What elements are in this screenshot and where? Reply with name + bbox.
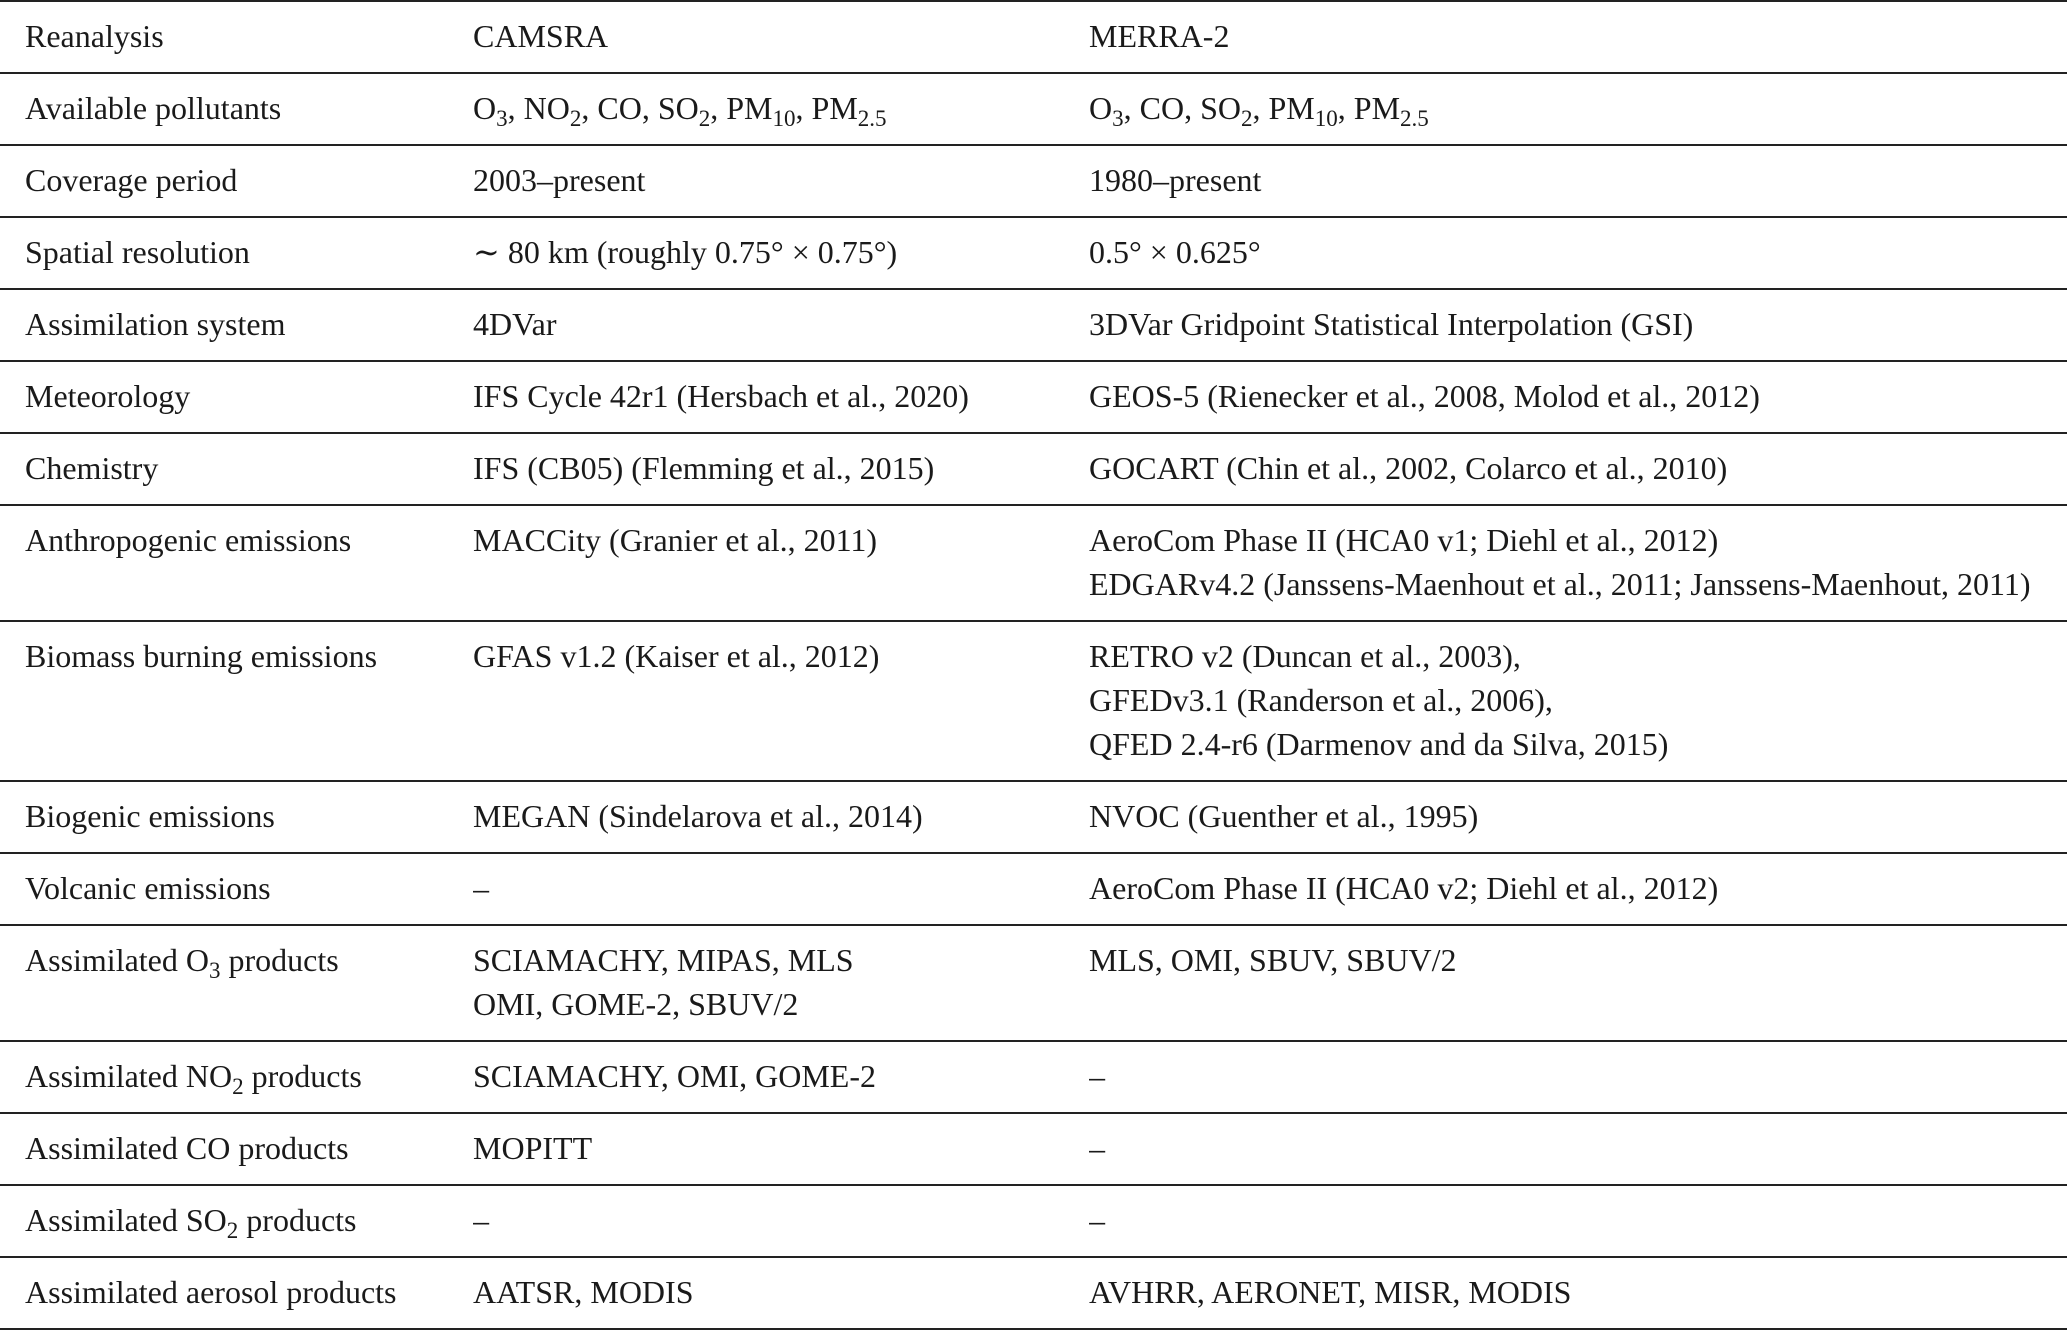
merra2-value-line: QFED 2.4-r6 (Darmenov and da Silva, 2015): [1089, 726, 1669, 762]
table-row-meteorology: [0, 361, 2067, 433]
header-camsra: CAMSRA: [473, 18, 609, 54]
merra2-value-line: RETRO v2 (Duncan et al., 2003),: [1089, 638, 1521, 674]
camsra-value: [473, 925, 1089, 1041]
table-row-assimilated-so2-products: [0, 1185, 2067, 1257]
header-merra2: MERRA-2: [1089, 18, 1230, 54]
camsra-value: –: [473, 870, 489, 906]
row-label: Meteorology: [25, 378, 191, 414]
merra2-value: –: [1089, 1130, 1105, 1166]
table-row-volcanic-emissions: [0, 853, 2067, 925]
merra2-value: AeroCom Phase II (HCA0 v2; Diehl et al., 2012): [1089, 870, 1719, 906]
merra2-value: AVHRR, AERONET, MISR, MODIS: [1089, 1274, 1572, 1310]
table-row-assimilated-no2-products: [0, 1041, 2067, 1113]
camsra-value: IFS (CB05) (Flemming et al., 2015): [473, 450, 935, 486]
camsra-value: MACCity (Granier et al., 2011): [473, 522, 878, 558]
merra2-value: $O_3$, CO, $SO_2$, $PM_{10}$, $PM_{2.5}$: [1089, 90, 1429, 131]
camsra-value: MEGAN (Sindelarova et al., 2014): [473, 798, 923, 834]
camsra-value-line: OMI, GOME-2, SBUV/2: [473, 986, 799, 1022]
table-row-biomass-burning-emissions: [0, 621, 2067, 781]
table-row-available-pollutants: [0, 73, 2067, 145]
camsra-value: SCIAMACHY, OMI, GOME-2: [473, 1058, 876, 1094]
camsra-value: 2003–present: [473, 162, 646, 198]
row-label: Assimilated $NO_2$ products: [25, 1058, 362, 1099]
table-row-biogenic-emissions: [0, 781, 2067, 853]
merra2-value: GEOS-5 (Rienecker et al., 2008, Molod et al., 2012): [1089, 378, 1760, 414]
merra2-value-line: GFEDv3.1 (Randerson et al., 2006),: [1089, 682, 1553, 718]
row-label: Available pollutants: [25, 90, 282, 126]
merra2-value: –: [1089, 1202, 1105, 1238]
merra2-value-line: EDGARv4.2 (Janssens-Maenhout et al., 2011; Janssens-Maenhout, 2011): [1089, 566, 2031, 602]
row-label: Spatial resolution: [25, 234, 250, 270]
table-row-anthropogenic-emissions: [0, 505, 2067, 621]
merra2-value: 3DVar Gridpoint Statistical Interpolation (GSI): [1089, 306, 1694, 342]
camsra-value-line: SCIAMACHY, MIPAS, MLS: [473, 942, 854, 978]
merra2-value: [1089, 621, 2067, 781]
row-label: Assimilated aerosol products: [25, 1274, 397, 1310]
camsra-value: ∼ 80 km (roughly 0.75° × 0.75°): [473, 234, 898, 270]
camsra-value: GFAS v1.2 (Kaiser et al., 2012): [473, 638, 880, 674]
row-label: Assimilated $SO_2$ products: [25, 1202, 357, 1243]
row-label: Chemistry: [25, 450, 159, 486]
row-label: Biogenic emissions: [25, 798, 275, 834]
merra2-value: –: [1089, 1058, 1105, 1094]
camsra-value: AATSR, MODIS: [473, 1274, 694, 1310]
table-header-row: [0, 1, 2067, 73]
camsra-value: MOPITT: [473, 1130, 593, 1166]
row-label: Assimilation system: [25, 306, 286, 342]
row-label: Anthropogenic emissions: [25, 522, 352, 558]
merra2-value: NVOC (Guenther et al., 1995): [1089, 798, 1479, 834]
table-row-assimilated-co-products: [0, 1113, 2067, 1185]
camsra-value: 4DVar: [473, 306, 557, 342]
camsra-value: –: [473, 1202, 489, 1238]
merra2-value: 0.5° × 0.625°: [1089, 234, 1261, 270]
camsra-value: IFS Cycle 42r1 (Hersbach et al., 2020): [473, 378, 969, 414]
row-label: Assimilated CO products: [25, 1130, 349, 1166]
table-row-assimilated-aerosol-products: [0, 1257, 2067, 1329]
row-label: Biomass burning emissions: [25, 638, 378, 674]
camsra-value: $O_3$, $NO_2$, CO, $SO_2$, $PM_{10}$, $PM_{2.5}$: [473, 90, 887, 131]
merra2-value: [1089, 505, 2067, 621]
header-reanalysis: Reanalysis: [25, 18, 164, 54]
row-label: Assimilated $O_3$ products: [25, 942, 339, 983]
merra2-value-line: AeroCom Phase II (HCA0 v1; Diehl et al., 2012): [1089, 522, 1719, 558]
table-row-coverage-period: [0, 145, 2067, 217]
merra2-value: 1980–present: [1089, 162, 1262, 198]
table-row-spatial-resolution: [0, 217, 2067, 289]
table-row-assimilated-o3-products: [0, 925, 2067, 1041]
table-row-assimilation-system: [0, 289, 2067, 361]
row-label: Volcanic emissions: [25, 870, 271, 906]
merra2-value: MLS, OMI, SBUV, SBUV/2: [1089, 942, 1457, 978]
table-row-chemistry: [0, 433, 2067, 505]
row-label: Coverage period: [25, 162, 238, 198]
merra2-value: GOCART (Chin et al., 2002, Colarco et al., 2010): [1089, 450, 1728, 486]
